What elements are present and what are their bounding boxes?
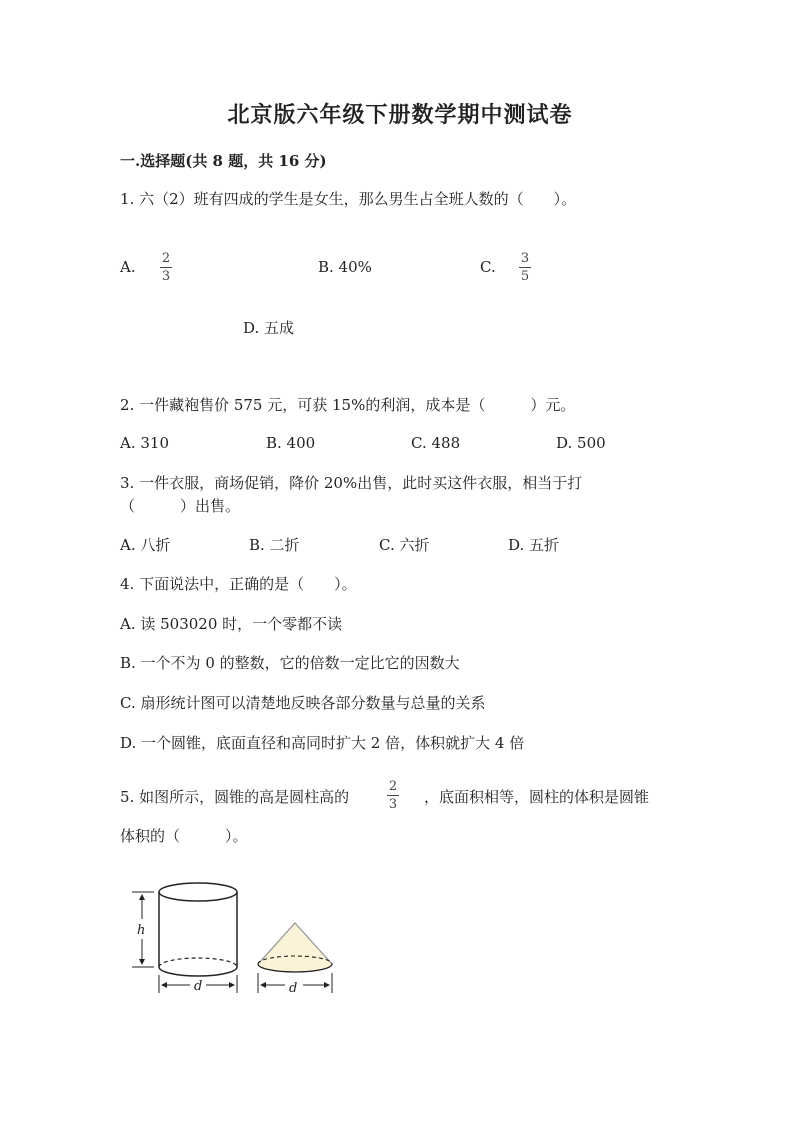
fraction-numerator: 3 bbox=[520, 251, 530, 266]
cylinder-diameter-dimension bbox=[159, 975, 237, 994]
height-label: h bbox=[137, 923, 146, 938]
cylinder-cone-figure bbox=[120, 875, 350, 1005]
question-3-stem-line2: （ ）出售。 bbox=[120, 497, 241, 515]
q3-option-d: D. 五折 bbox=[508, 536, 560, 554]
question-2-stem: 2. 一件藏袍售价 575 元，可获 15%的利润，成本是（ ）元。 bbox=[120, 396, 576, 414]
fraction-numerator: 2 bbox=[388, 779, 398, 794]
q3-option-c: C. 六折 bbox=[379, 536, 430, 554]
cone-diameter-label: d bbox=[289, 981, 298, 996]
q5-stem-fraction bbox=[387, 779, 399, 812]
q1-option-c-fraction bbox=[519, 251, 531, 284]
height-dimension bbox=[132, 892, 154, 967]
q2-option-a: A. 310 bbox=[120, 434, 169, 452]
fraction-bar bbox=[160, 267, 172, 268]
cylinder-shape bbox=[159, 883, 237, 976]
fraction-denominator: 5 bbox=[520, 269, 530, 284]
fraction-bar bbox=[387, 795, 399, 796]
question-4-stem: 4. 下面说法中，正确的是（ ）。 bbox=[120, 575, 357, 593]
question-5-stem-part2: ，底面积相等，圆柱的体积是圆锥 bbox=[424, 788, 650, 806]
fraction-denominator: 3 bbox=[161, 269, 171, 284]
q1-option-d: D. 五成 bbox=[243, 319, 295, 337]
fraction-bar bbox=[519, 267, 531, 268]
q4-option-c: C. 扇形统计图可以清楚地反映各部分数量与总量的关系 bbox=[120, 694, 486, 712]
section-heading: 一.选择题(共 8 题，共 16 分) bbox=[120, 152, 327, 170]
q4-option-a: A. 读 503020 时，一个零都不读 bbox=[120, 615, 343, 633]
q2-option-c: C. 488 bbox=[411, 434, 461, 452]
question-1-stem: 1. 六（2）班有四成的学生是女生，那么男生占全班人数的（ ）。 bbox=[120, 190, 577, 208]
q1-option-a-fraction bbox=[160, 251, 172, 284]
cone-shape bbox=[258, 923, 332, 972]
question-3-stem-line1: 3. 一件衣服，商场促销，降价 20%出售，此时买这件衣服，相当于打 bbox=[120, 474, 583, 492]
q4-option-d: D. 一个圆锥，底面直径和高同时扩大 2 倍，体积就扩大 4 倍 bbox=[120, 734, 525, 752]
q1-option-c-label: C. bbox=[480, 258, 496, 276]
fraction-denominator: 3 bbox=[388, 797, 398, 812]
fraction-numerator: 2 bbox=[161, 251, 171, 266]
page-title: 北京版六年级下册数学期中测试卷 bbox=[227, 102, 573, 128]
question-5-stem-part1: 5. 如图所示，圆锥的高是圆柱高的 bbox=[120, 788, 350, 806]
cylinder-diameter-label: d bbox=[194, 979, 203, 994]
q1-option-a-label: A. bbox=[120, 258, 136, 276]
cone-diameter-dimension bbox=[258, 973, 332, 996]
q4-option-b: B. 一个不为 0 的整数，它的倍数一定比它的因数大 bbox=[120, 654, 460, 672]
q3-option-a: A. 八折 bbox=[120, 536, 171, 554]
q2-option-d: D. 500 bbox=[556, 434, 606, 452]
q1-option-b: B. 40% bbox=[318, 258, 372, 276]
q2-option-b: B. 400 bbox=[266, 434, 316, 452]
q3-option-b: B. 二折 bbox=[249, 536, 300, 554]
question-5-stem-line2: 体积的（ ）。 bbox=[120, 827, 248, 845]
